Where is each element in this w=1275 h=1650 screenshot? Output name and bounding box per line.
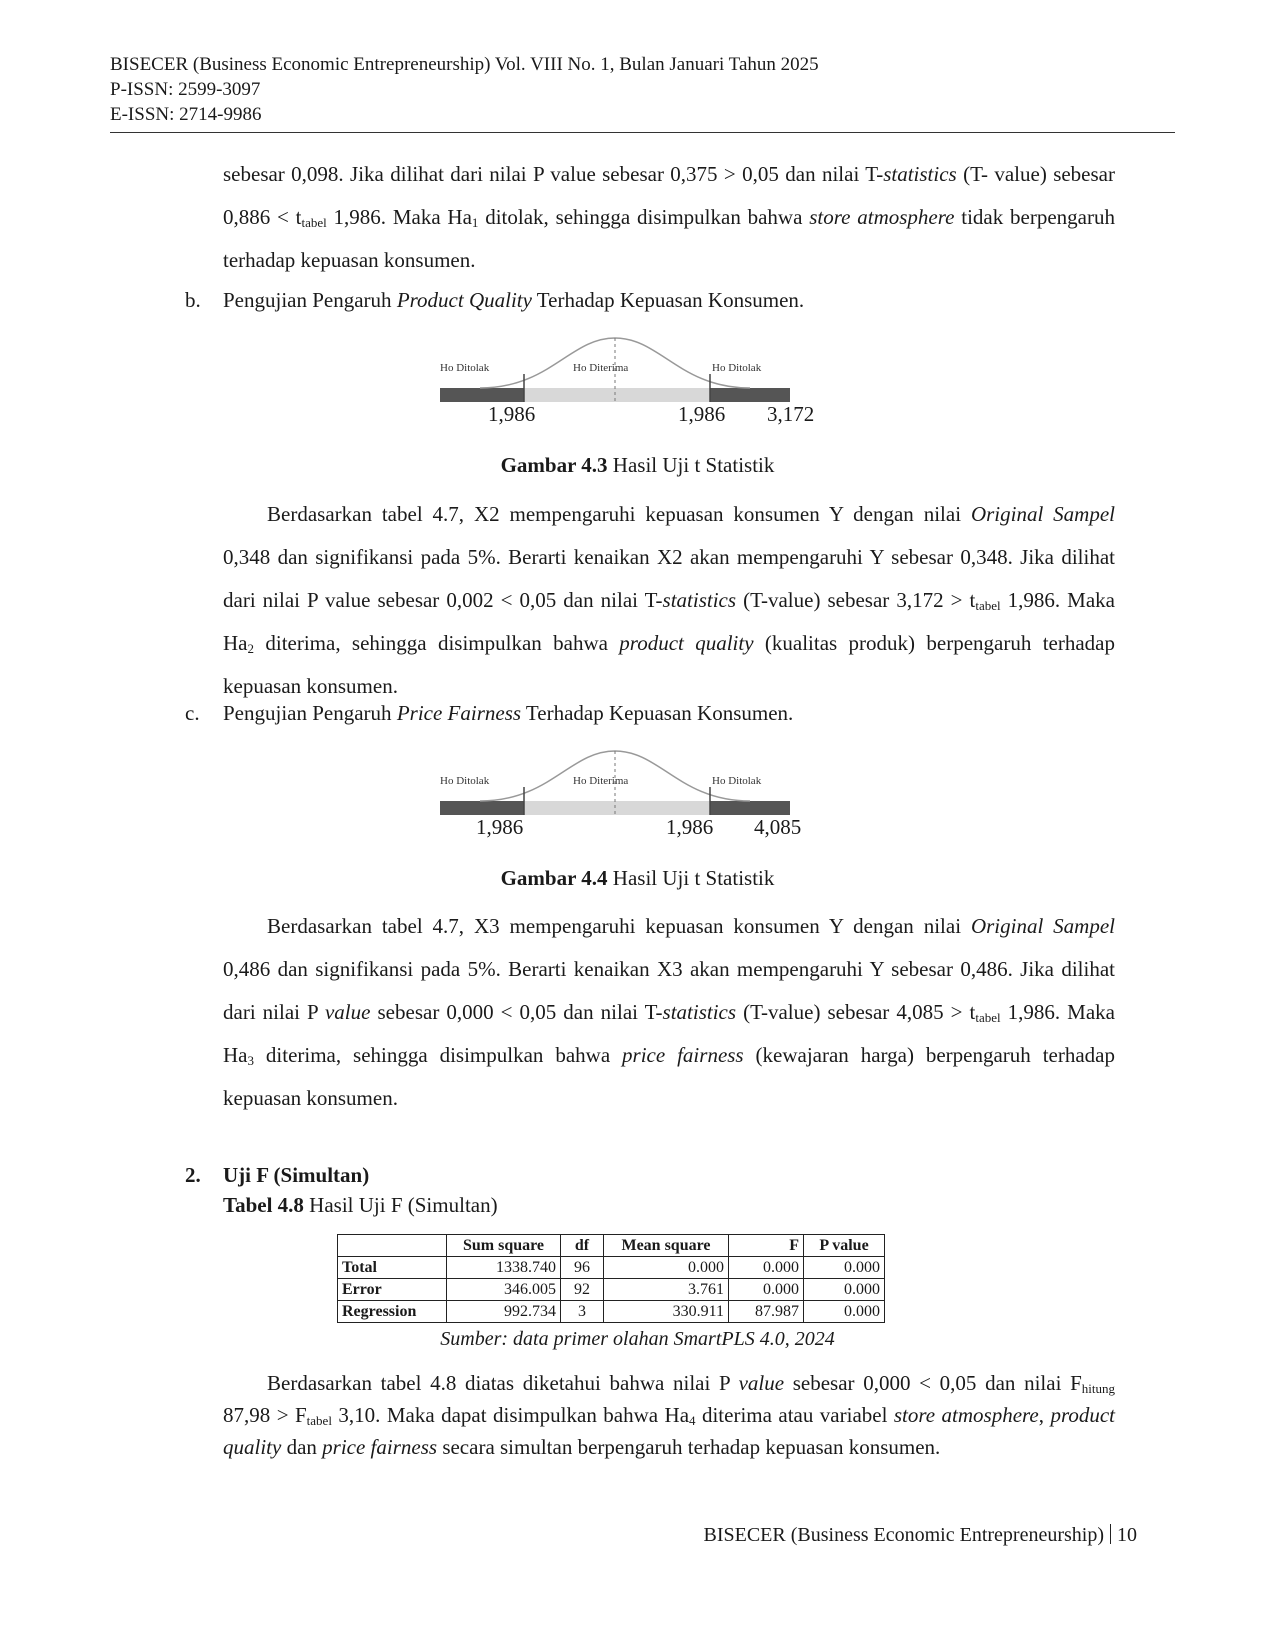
column-header: F — [729, 1235, 804, 1257]
zone-label-reject-left: Ho Ditolak — [440, 775, 490, 787]
running-footer — [704, 1524, 1138, 1547]
table-cell: 992.734 — [447, 1301, 561, 1323]
table-cell: 0.000 — [729, 1279, 804, 1301]
p-issn: P-ISSN: 2599-3097 — [110, 79, 261, 100]
text: 1,986. Maka Ha — [223, 1000, 1115, 1067]
column-header: df — [561, 1235, 604, 1257]
text: Berdasarkan tabel 4.7, X2 mempengaruhi kepuasan konsumen Y dengan nilai — [267, 502, 971, 526]
text: dan — [281, 1435, 323, 1459]
paragraph-store-atmosphere-conclusion — [223, 153, 1115, 282]
text-italic: statistics — [662, 588, 737, 612]
subscript: 4 — [689, 1413, 696, 1428]
caption-label: Gambar 4.3 — [500, 453, 608, 477]
row-label: Error — [338, 1279, 447, 1301]
table-cell: 92 — [561, 1279, 604, 1301]
subscript: tabel — [975, 598, 1001, 613]
caption-label: Gambar 4.4 — [500, 866, 608, 890]
text-italic: atmosphere — [857, 205, 955, 229]
text: , — [1038, 1403, 1051, 1427]
footer-journal-title: BISECER (Business Economic Entrepreneurship) — [703, 1524, 1104, 1546]
text-italic: price fairness — [622, 1043, 744, 1067]
table-cell: 0.000 — [729, 1257, 804, 1279]
section-heading-uji-f — [185, 1163, 369, 1188]
list-marker: b. — [185, 288, 201, 312]
t-test-figure-1 — [440, 336, 830, 441]
table-cell: 330.911 — [604, 1301, 729, 1323]
table-cell: 0.000 — [804, 1301, 885, 1323]
header-divider — [110, 132, 1175, 133]
text-italic: statistics — [662, 1000, 737, 1024]
table-source-note: Sumber: data primer olahan SmartPLS 4.0, 2024 — [440, 1328, 835, 1350]
text: Terhadap Kepuasan Konsumen. — [521, 701, 794, 725]
table-label: Tabel 4.8 — [223, 1193, 304, 1217]
text: Pengujian Pengaruh — [223, 288, 397, 312]
text: diterima atau variabel — [695, 1403, 894, 1427]
paragraph-f-test-conclusion — [223, 1367, 1115, 1463]
running-header — [110, 52, 1160, 127]
section-title: Uji F (Simultan) — [223, 1163, 370, 1187]
text-italic: Original Sampel — [970, 914, 1116, 938]
subscript: 2 — [247, 641, 254, 656]
footer-separator — [1110, 1524, 1111, 1544]
critical-value-left: 1,986 — [488, 402, 536, 426]
text: Pengujian Pengaruh — [223, 701, 397, 725]
subscript: 1 — [471, 215, 479, 230]
subscript: tabel — [975, 1010, 1001, 1025]
caption-text: Hasil Uji t Statistik — [607, 453, 775, 477]
column-header — [338, 1235, 447, 1257]
text: 0,348 dan signifikansi pada 5%. Berarti kenaikan X2 akan mempengaruhi Y sebesar 0,348. Jika dilihat dari nilai P value sebesar 0,002 < 0,05 dan nilai T- — [223, 545, 1115, 612]
table-caption-4-8 — [223, 1193, 498, 1218]
table-cell: 3 — [561, 1301, 604, 1323]
critical-value-right: 1,986 — [678, 402, 726, 426]
zone-label-accept: Ho Diterima — [573, 775, 629, 787]
text: (T-value) sebesar 4,085 > t — [736, 1000, 976, 1024]
zone-label-reject-left: Ho Ditolak — [440, 362, 490, 374]
table-cell: 87.987 — [729, 1301, 804, 1323]
text: (kewajaran harga) berpengaruh terhadap kepuasan konsumen. — [223, 1043, 1115, 1110]
column-header: Mean square — [604, 1235, 729, 1257]
table-cell: 3.761 — [604, 1279, 729, 1301]
subscript: tabel — [301, 215, 327, 230]
text-italic: store atmosphere — [893, 1403, 1039, 1427]
column-header: P value — [804, 1235, 885, 1257]
text: 1,986. Maka Ha — [223, 588, 1115, 655]
text: sebesar 0,000 < 0,05 dan nilai T- — [370, 1000, 663, 1024]
text-italic: store — [809, 205, 851, 229]
text-italic: price fairness — [322, 1435, 438, 1459]
text: sebesar 0,000 < 0,05 dan nilai F — [784, 1371, 1082, 1395]
rejection-region-left — [440, 801, 524, 815]
table-cell: 0.000 — [604, 1257, 729, 1279]
table-cell: 1338.740 — [447, 1257, 561, 1279]
subscript: 3 — [247, 1053, 254, 1068]
text: diterima, sehingga disimpulkan bahwa — [254, 631, 620, 655]
t-statistic-value: 4,085 — [754, 815, 802, 839]
text: (T- — [956, 162, 988, 186]
text-italic: Price Fairness — [396, 701, 522, 725]
text: 0,486 dan signifikansi pada 5%. Berarti kenaikan X3 akan mempengaruhi Y sebesar 0,486. Jika dilihat dari nilai P — [223, 957, 1115, 1024]
text: sebesar 0,098. Jika dilihat dari nilai P value sebesar 0,375 > 0,05 dan nilai T- — [223, 162, 884, 186]
subscript: hitung — [1081, 1381, 1115, 1396]
text: 3,10. Maka dapat disimpulkan bahwa Ha — [331, 1403, 690, 1427]
list-item-text — [223, 285, 804, 315]
text: (kualitas produk) berpengaruh terhadap kepuasan konsumen. — [223, 631, 1115, 698]
distribution-curve-diagram — [440, 749, 830, 819]
subscript: tabel — [306, 1413, 332, 1428]
caption-text: Hasil Uji t Statistik — [607, 866, 775, 890]
text: diterima, sehingga disimpulkan bahwa — [254, 1043, 623, 1067]
figure-caption-4-4 — [0, 866, 1275, 891]
table-caption-text: Hasil Uji F (Simultan) — [303, 1193, 498, 1217]
text: Berdasarkan tabel 4.8 diatas diketahui bahwa nilai P — [267, 1371, 739, 1395]
row-label: Regression — [338, 1301, 447, 1323]
rejection-region-left — [440, 388, 524, 402]
table-row — [338, 1301, 885, 1323]
zone-label-accept: Ho Diterima — [573, 362, 629, 374]
section-number: 2. — [185, 1163, 201, 1187]
table-cell: 96 — [561, 1257, 604, 1279]
table-cell: 346.005 — [447, 1279, 561, 1301]
text: 87,98 > F — [223, 1403, 307, 1427]
text: Terhadap Kepuasan Konsumen. — [531, 288, 805, 312]
paragraph-price-fairness — [223, 905, 1115, 1120]
table-cell: 0.000 — [804, 1257, 885, 1279]
acceptance-region — [524, 801, 710, 815]
rejection-region-right — [710, 801, 790, 815]
table-row — [338, 1257, 885, 1279]
zone-label-reject-right: Ho Ditolak — [712, 362, 762, 374]
text-italic: value — [738, 1371, 785, 1395]
page-number: 10 — [1117, 1524, 1137, 1546]
text-italic: Original Sampel — [970, 502, 1116, 526]
distribution-curve-diagram — [440, 336, 830, 406]
text: tidak berpengaruh terhadap kepuasan konsumen. — [223, 205, 1115, 272]
text: secara simultan berpengaruh terhadap kepuasan konsumen. — [437, 1435, 941, 1459]
text: (T-value) sebesar 3,172 > t — [736, 588, 976, 612]
critical-value-left: 1,986 — [476, 815, 524, 839]
t-test-figure-2 — [440, 749, 830, 854]
column-header: Sum square — [447, 1235, 561, 1257]
f-test-table — [337, 1234, 885, 1323]
critical-value-right: 1,986 — [666, 815, 714, 839]
text-italic: product quality — [619, 631, 754, 655]
figure-caption-4-3 — [0, 453, 1275, 478]
text: ditolak, sehingga disimpulkan bahwa — [478, 205, 810, 229]
acceptance-region — [524, 388, 710, 402]
row-label: Total — [338, 1257, 447, 1279]
table-header-row — [338, 1235, 885, 1257]
rejection-region-right — [710, 388, 790, 402]
text: Berdasarkan tabel 4.7, X3 mempengaruhi kepuasan konsumen Y dengan nilai — [267, 914, 971, 938]
list-item-text — [223, 698, 793, 728]
table-cell: 0.000 — [804, 1279, 885, 1301]
table-row — [338, 1279, 885, 1301]
text-italic: Product Quality — [396, 288, 532, 312]
text: value) sebesar 0,886 < t — [223, 162, 1115, 229]
text: 1,986. Maka Ha — [326, 205, 472, 229]
e-issn: E-ISSN: 2714-9986 — [110, 104, 262, 125]
text-italic: value — [324, 1000, 371, 1024]
list-marker: c. — [185, 701, 200, 725]
zone-label-reject-right: Ho Ditolak — [712, 775, 762, 787]
t-statistic-value: 3,172 — [767, 402, 815, 426]
journal-title: BISECER (Business Economic Entrepreneurship) Vol. VIII No. 1, Bulan Januari Tahun 2025 — [110, 54, 819, 75]
text-italic: statistics — [883, 162, 957, 186]
paragraph-product-quality — [223, 493, 1115, 708]
text-italic: product quality — [223, 1403, 1116, 1459]
